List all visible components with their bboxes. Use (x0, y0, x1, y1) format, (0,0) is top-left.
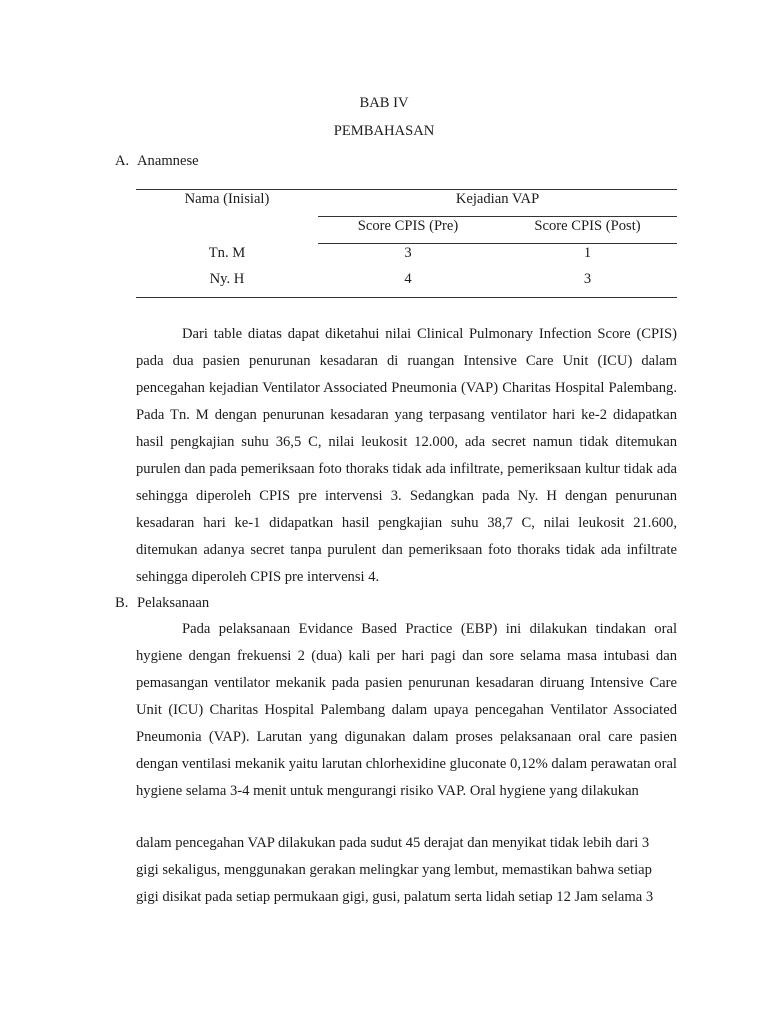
section-b-number: B. (115, 595, 129, 611)
continuation-line: gigi disikat pada setiap permukaan gigi, gusi, palatum serta lidah setiap 12 Jam selama 3 (136, 889, 654, 905)
table-header-post: Score CPIS (Post) (534, 218, 641, 234)
table-header-group: Kejadian VAP (455, 191, 540, 207)
table-header-name: Nama (Inisial) (184, 191, 270, 207)
table-bottom-rule (136, 297, 677, 298)
table-cell-name: Tn. M (208, 245, 246, 261)
section-b-heading (115, 590, 209, 617)
table-cell-name: Ny. H (209, 271, 245, 287)
paragraph-continuation (136, 830, 677, 911)
continuation-line: gigi sekaligus, menggunakan gerakan melingkar yang lembut, memastikan bahwa setiap (136, 862, 652, 878)
paragraph-implementation: Pada pelaksanaan Evidance Based Practice (EBP) ini dilakukan tindakan oral hygiene dengan frekuensi 2 (dua) kali per hari pagi dan sore selama masa intubasi dan pemasangan ventilator mekanik pada pasien penurunan kesadaran diruang Intensive Care Unit (ICU) Charitas Hospital Palembang dalam upaya pencegahan Ventilator Associated Pneumonia (VAP). Larutan yang digunakan dalam proses pelaksanaan oral care pasien dengan ventilasi mekanik yaitu larutan chlorhexidine gluconate 0,12% dalam perawatan oral hygiene selama 3-4 menit untuk mengurangi risiko VAP. Oral hygiene yang dilakukan (136, 621, 677, 799)
table-cell-post: 3 (583, 271, 592, 287)
paragraph-cpis-discussion: Dari table diatas dapat diketahui nilai Clinical Pulmonary Infection Score (CPIS) pada dua pasien penurunan kesadaran di ruangan Intensive Care Unit (ICU) dalam pencegahan kejadian Ventilator Associated Pneumonia (VAP) Charitas Hospital Palembang. Pada Tn. M dengan penurunan kesadaran yang terpasang ventilator hari ke-2 didapatkan hasil pengkajian suhu 36,5 C, nilai leukosit 12.000, ada secret namun tidak ditemukan purulen dan pada pemeriksaan foto thoraks tidak ada infiltrate, pemeriksaan kultur tidak ada sehingga diperoleh CPIS pre intervensi 3. Sedangkan pada Ny. H dengan penurunan kesadaran hari ke-1 didapatkan hasil pengkajian suhu 38,7 C, nilai leukosit 21.600, ditemukan adanya secret tanpa purulent dan pemeriksaan foto thoraks tidak ada infiltrate sehingga diperoleh CPIS pre intervensi 4. (136, 326, 677, 585)
table-cell-post: 1 (583, 245, 592, 261)
chapter-title: PEMBAHASAN (333, 123, 435, 139)
continuation-line: dalam pencegahan VAP dilakukan pada sudut 45 derajat dan menyikat tidak lebih dari 3 (136, 835, 650, 851)
section-b-title: Pelaksanaan (137, 595, 210, 611)
table-cell-pre: 3 (404, 245, 412, 261)
section-a-number: A. (115, 153, 130, 169)
section-a-heading (115, 148, 199, 175)
section-a-title: Anamnese (137, 153, 199, 169)
table-header-pre: Score CPIS (Pre) (357, 218, 459, 234)
table-cell-pre: 4 (404, 271, 412, 287)
chapter-number: BAB IV (359, 95, 409, 111)
